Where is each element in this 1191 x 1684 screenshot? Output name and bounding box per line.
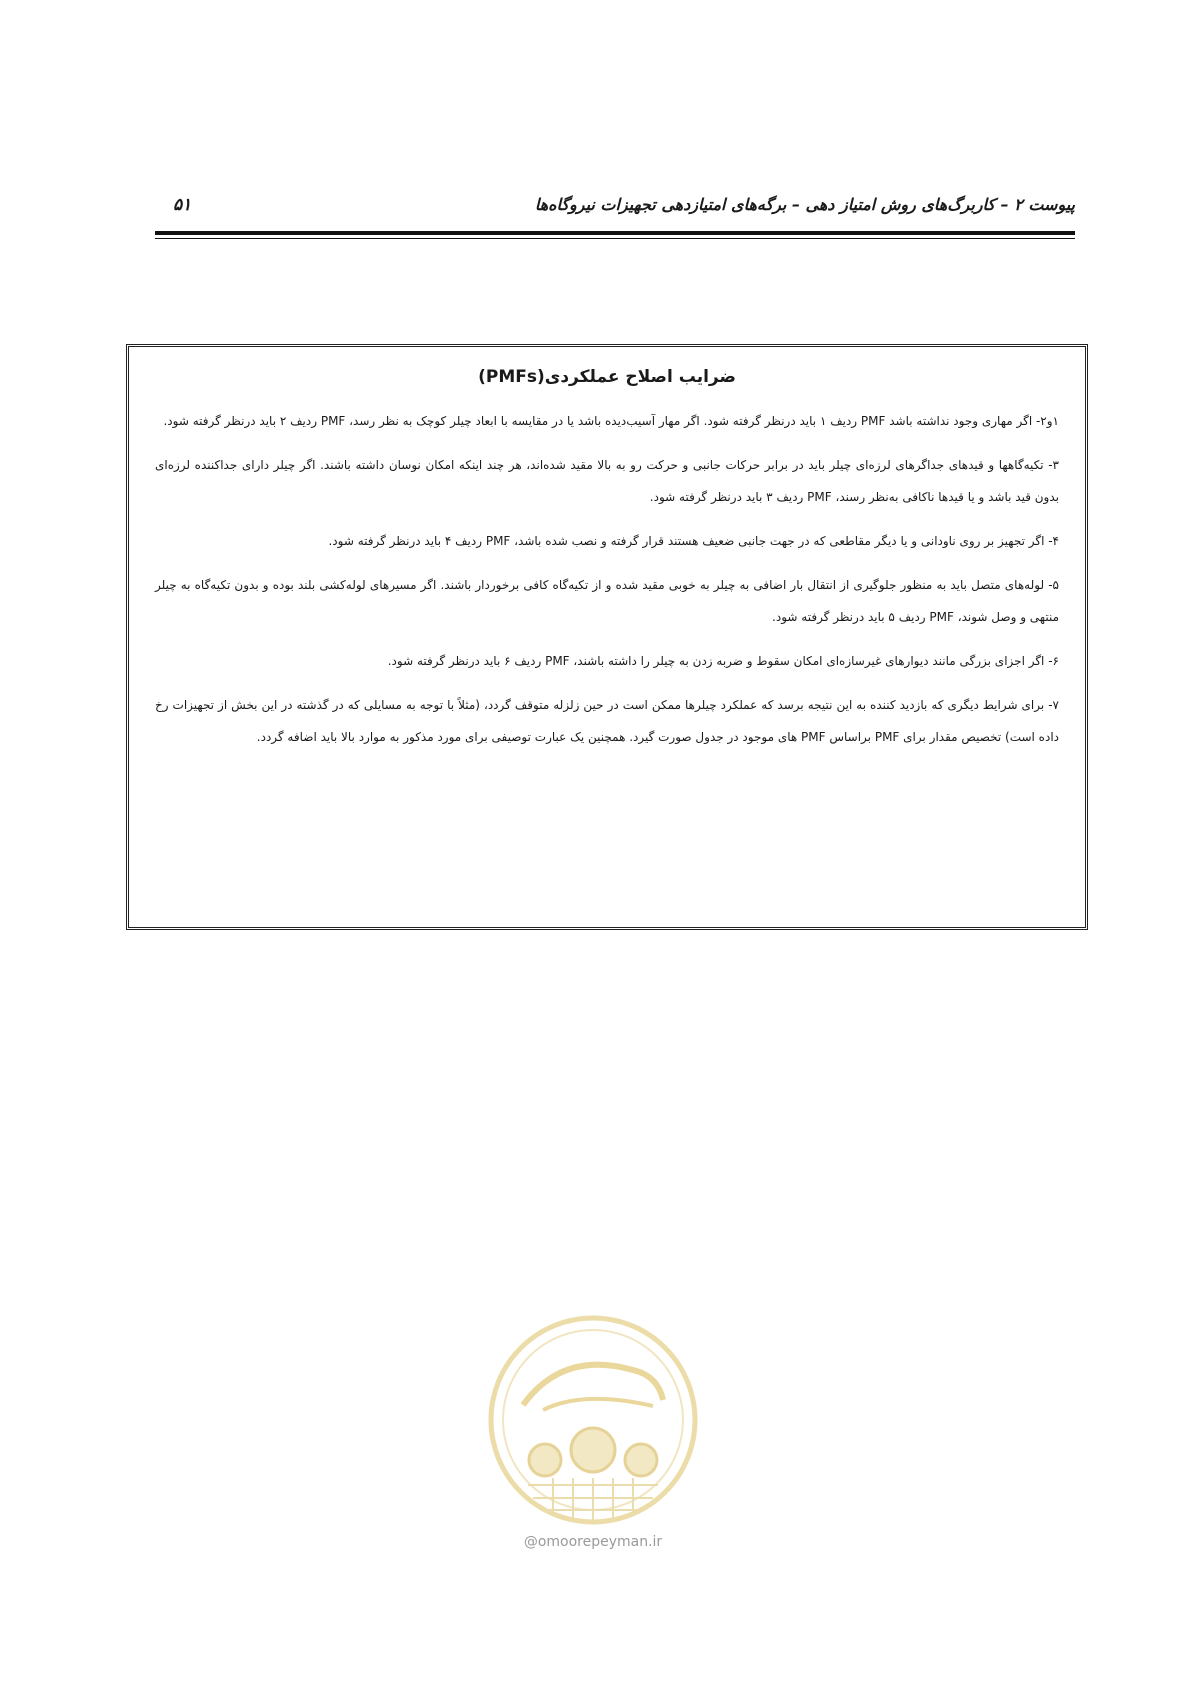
paragraph-7: ۷- برای شرایط دیگری که بازدید کننده به این نتیجه برسد که عملکرد چیلرها ممکن است در حین زلزله متوقف گردد، (مثلاً با توجه به مسایلی که در گذشته در این بخش از تجهیزات رخ داده است) تخصیص مقدار برای PMF براساس PMF های موجود در جدول صورت گیرد. همچنین یک عبارت توصیفی برای مورد مذکور به موارد بالا باید اضافه گردد.	[155, 698, 1059, 744]
page-number: ۵۱	[173, 195, 192, 215]
watermark-logo	[483, 1310, 703, 1530]
header-rule-thin	[155, 238, 1075, 239]
box-title: ضرایب اصلاح عملکردی(PMFs)	[478, 367, 736, 387]
paragraph-5: ۵- لوله‌های متصل باید به منظور جلوگیری از انتقال بار اضافی به چیلر به خوبی مقید شده و از تکیه‌گاه کافی برخوردار باشند. اگر مسیرهای لوله‌کشی بلند بوده و بدون تکیه‌گاه به چیلر منتهی و وصل شوند، PMF ردیف ۵ باید درنظر گرفته شود.	[155, 578, 1059, 624]
paragraph-4: ۴- اگر تجهیز بر روی ناودانی و یا دیگر مقاطعی که در جهت جانبی ضعیف هستند قرار گرفته و نصب شده باشد، PMF ردیف ۴ باید درنظر گرفته شود.	[328, 534, 1059, 548]
header-title: پیوست ۲ – کاربرگ‌های روش امتیاز دهی – برگه‌های امتیازدهی تجهیزات نیروگاه‌ها	[534, 195, 1075, 214]
header-rule-thick	[155, 231, 1075, 235]
paragraph-6: ۶- اگر اجزای بزرگی مانند دیوارهای غیرسازه‌ای امکان سقوط و ضربه زدن به چیلر را داشته باشند، PMF ردیف ۶ باید درنظر گرفته شود.	[387, 654, 1059, 668]
paragraph-1-2: ۱و۲- اگر مهاری وجود نداشته باشد PMF ردیف ۱ باید درنظر گرفته شود. اگر مهار آسیب‌دیده باشد یا در مقایسه با ابعاد چیلر کوچک به نظر رسد، PMF ردیف ۲ باید درنظر گرفته شود.	[163, 414, 1059, 428]
paragraph-3: ۳- تکیه‌گاهها و قیدهای جداگرهای لرزه‌ای چیلر باید در برابر حرکات جانبی و حرکت رو به بالا مقید شده‌اند، هر چند اینکه امکان نوسان داشته باشند. اگر چیلر دارای جداکننده لرزه‌ای بدون قید باشد و یا قیدها ناکافی به‌نظر رسند، PMF ردیف ۳ باید درنظر گرفته شود.	[155, 458, 1059, 504]
watermark-url: @omoorepeyman.ir	[523, 1534, 663, 1550]
pmf-box	[126, 344, 1088, 930]
